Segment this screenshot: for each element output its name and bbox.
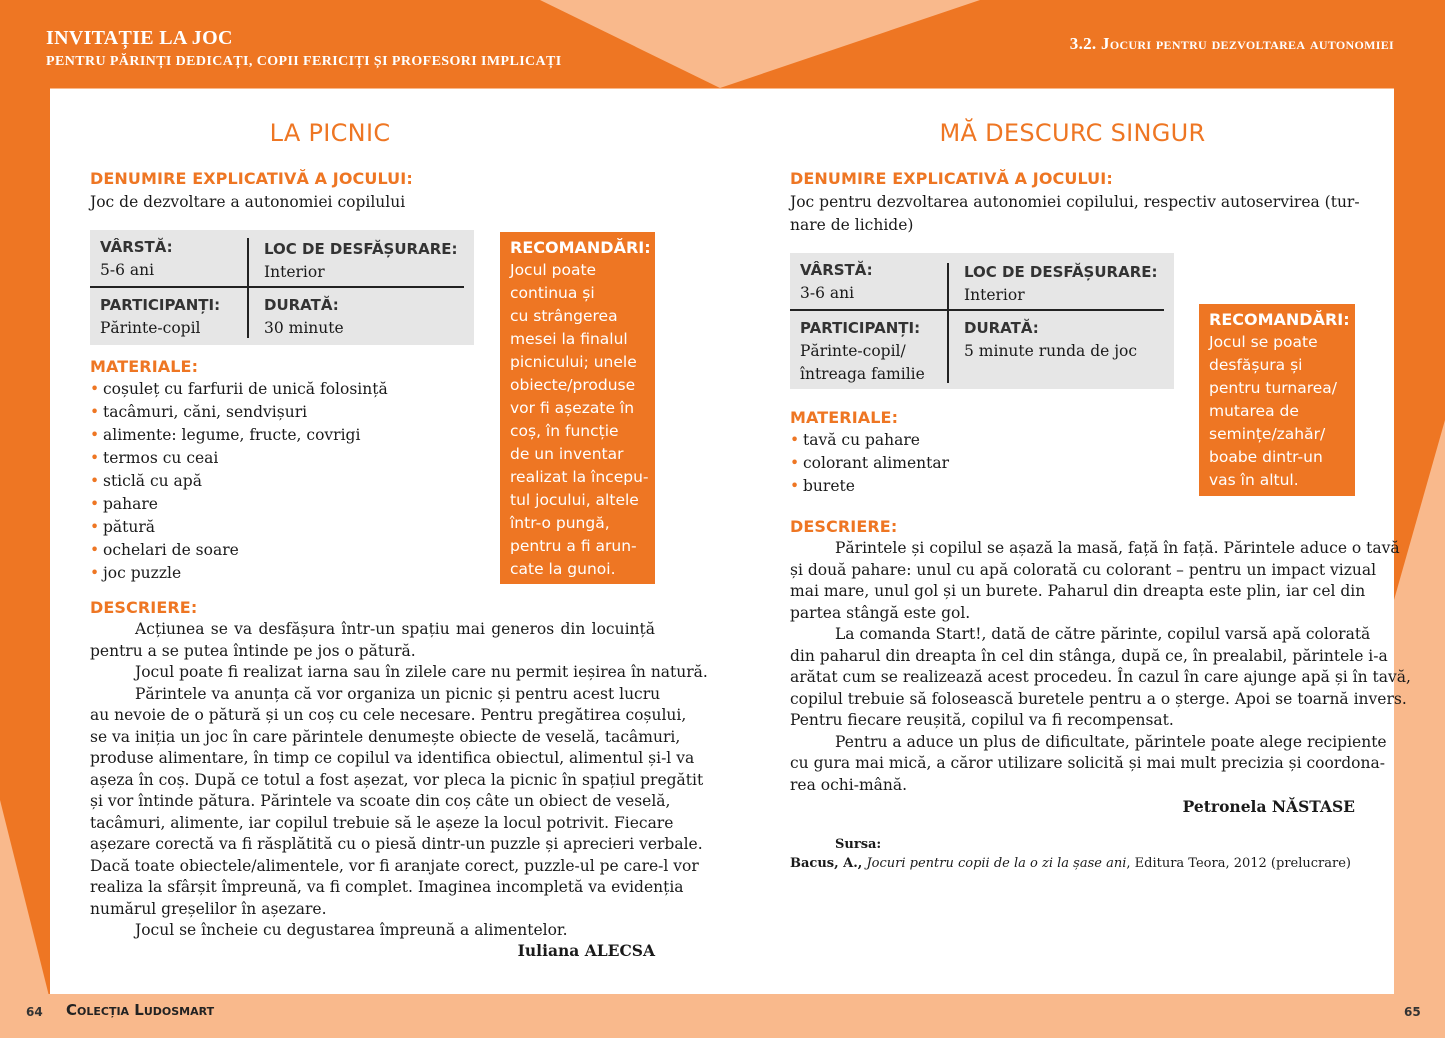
materiale-list-left xyxy=(90,378,390,585)
varsta-value: 5-6 ani xyxy=(100,261,155,279)
desc-line: așeza în coș. După ce totul a fost așezat, vor pleca la picnic în spațiul pregătit xyxy=(90,770,704,789)
durata-label: DURATĂ: xyxy=(264,296,339,314)
recomandari-box-left xyxy=(500,232,655,584)
recomandari-label-left: RECOMANDĂRI: xyxy=(510,238,651,257)
page-number-right: 65 xyxy=(1404,1005,1421,1019)
varsta-label: VÂRSTĂ: xyxy=(100,238,173,256)
list-item: • colorant alimentar xyxy=(790,452,1090,475)
descriere-text-right xyxy=(790,538,1411,796)
sursa-citation xyxy=(790,856,1351,871)
page-content xyxy=(50,89,1411,994)
rec-line: pentru turnarea/ xyxy=(1209,379,1338,397)
desc-line: Pentru fiecare reușită, copilul va fi recompensat. xyxy=(790,711,1174,729)
desc-line: La comanda Start!, dată de către părinte, copilul varsă apă colorată xyxy=(835,625,1371,643)
descriere-label-right: DESCRIERE: xyxy=(790,517,898,536)
participanti-label: PARTICIPANȚI: xyxy=(100,296,221,314)
list-item: • tavă cu pahare xyxy=(790,429,1090,452)
denumire-line: Joc pentru dezvoltarea autonomiei copilului, respectiv autoservirea (tur- xyxy=(790,193,1360,211)
recomandari-label-right: RECOMANDĂRI: xyxy=(1209,310,1350,329)
participanti-cell xyxy=(100,296,220,340)
game-title-left: LA PICNIC xyxy=(269,119,391,147)
list-item: • ochelari de soare xyxy=(90,539,390,562)
rec-line: tul jocului, altele xyxy=(510,491,639,509)
table-divider-horizontal xyxy=(790,309,1164,311)
denumire-label-left: DENUMIRE EXPLICATIVĂ A JOCULUI: xyxy=(90,169,413,188)
descriere-label-left: DESCRIERE: xyxy=(90,598,198,617)
rec-line: într-o pungă, xyxy=(510,514,610,532)
desc-line: și vor întinde pătura. Părintele va scoate din coș câte un obiect de veselă, xyxy=(90,792,671,810)
desc-line: se va iniția un joc în care părintele denumește obiecte de veselă, tacâmuri, xyxy=(90,727,681,746)
sursa-title: Jocuri pentru copii de la o zi la șase ani xyxy=(866,856,1127,871)
durata-value: 30 minute xyxy=(264,319,344,337)
rec-line: mesei la finalul xyxy=(510,330,628,348)
participanti-label: PARTICIPANȚI: xyxy=(800,319,921,337)
list-item: • pahare xyxy=(90,493,390,516)
sursa-rest: , Editura Teora, 2012 (prelucrare) xyxy=(1126,856,1351,871)
denumire-line: nare de lichide) xyxy=(790,215,914,234)
info-table-left xyxy=(90,230,474,345)
desc-line: produse alimentare, în timp ce copilul va identifica obiectul, alimentul și-l va xyxy=(90,749,695,767)
list-item: • joc puzzle xyxy=(90,562,390,585)
page-number-left: 64 xyxy=(26,1005,43,1019)
list-item: • pătură xyxy=(90,516,390,539)
participanti-value: Părinte-copil xyxy=(100,319,201,337)
rec-line: cate la gunoi. xyxy=(510,560,616,578)
desc-line: Jocul se încheie cu degustarea împreună a alimentelor. xyxy=(135,921,568,939)
descriere-text-left xyxy=(90,619,708,942)
desc-line: realiza la sfârșit împreună, va fi complet. Imaginea incompletă va evidenția xyxy=(90,878,684,896)
loc-value: Interior xyxy=(264,263,325,281)
recomandari-box-right xyxy=(1199,304,1355,496)
participanti-cell xyxy=(800,319,925,386)
author-left: Iuliana ALECSA xyxy=(517,941,655,960)
rec-line: vas în altul. xyxy=(1209,471,1299,489)
rec-line: picnicului; unele xyxy=(510,353,637,371)
table-divider-horizontal xyxy=(90,286,464,288)
book-subtitle: PENTRU PĂRINȚI DEDICAȚI, COPII FERICIȚI ȘI PROFESORI IMPLICAȚI xyxy=(46,54,562,69)
rec-line: cu strângerea xyxy=(510,307,618,325)
loc-cell xyxy=(264,240,458,284)
participanti-value-2: întreaga familie xyxy=(800,365,925,383)
loc-cell xyxy=(964,263,1158,307)
varsta-label: VÂRSTĂ: xyxy=(800,261,873,279)
varsta-value: 3-6 ani xyxy=(800,284,855,302)
info-table-right xyxy=(790,253,1174,389)
table-divider-vertical xyxy=(947,263,949,383)
materiale-label-left: MATERIALE: xyxy=(90,357,199,376)
varsta-cell xyxy=(800,261,873,305)
denumire-label-right: DENUMIRE EXPLICATIVĂ A JOCULUI: xyxy=(790,169,1113,188)
rec-line: Jocul se poate xyxy=(1209,333,1318,351)
durata-cell xyxy=(264,296,344,340)
varsta-cell xyxy=(100,238,173,282)
desc-line: rea ochi-mână. xyxy=(790,775,908,794)
participanti-value: Părinte-copil/ xyxy=(800,342,906,360)
author-right: Petronela NĂSTASE xyxy=(1182,797,1355,816)
desc-line: Dacă toate obiectele/alimentele, vor fi aranjate corect, puzzle-ul pe care-l vor xyxy=(90,856,699,875)
durata-value: 5 minute runda de joc xyxy=(964,342,1138,360)
denumire-text-right xyxy=(790,191,1360,236)
sursa-label: Sursa: xyxy=(835,837,882,852)
desc-line: Pentru a aduce un plus de dificultate, părintele poate alege recipiente xyxy=(835,732,1387,751)
chapter-title: 3.2. Jocuri pentru dezvoltarea autonomiei xyxy=(1069,34,1394,53)
desc-line: tacâmuri, alimente, iar copilul trebuie să le așeze la locul potrivit. Fiecare xyxy=(90,813,674,832)
desc-line: Părintele și copilul se așază la masă, față în față. Părintele aduce o tavă xyxy=(835,539,1400,557)
materiale-list-right xyxy=(790,429,1090,498)
list-item: • tacâmuri, căni, sendvișuri xyxy=(90,401,390,424)
desc-line: au nevoie de o pătură și un coș cu cele necesare. Pentru pregătirea coșului, xyxy=(90,706,687,724)
desc-line: pentru a se putea întinde pe jos o pătură. xyxy=(90,641,416,660)
durata-cell xyxy=(964,319,1137,363)
rec-line: boabe dintr-un xyxy=(1209,448,1323,466)
rec-line: mutarea de xyxy=(1209,402,1299,420)
desc-line: mai mare, unul gol și un burete. Paharul din dreapta este plin, iar cel din xyxy=(790,582,1366,600)
materiale-label-right: MATERIALE: xyxy=(790,408,899,427)
desc-line: partea stângă este gol. xyxy=(790,603,971,622)
list-item: • termos cu ceai xyxy=(90,447,390,470)
desc-line: copilul trebuie să folosească buretele pentru a o șterge. Apoi se toarnă invers. xyxy=(790,689,1407,708)
sursa-author: Bacus, A., xyxy=(790,856,863,871)
desc-line: Acțiunea se va desfășura într-un spațiu mai generos din locuință xyxy=(135,620,655,638)
book-title: INVITAȚIE LA JOC xyxy=(46,27,233,49)
header-left xyxy=(46,27,562,70)
rec-line: desfășura și xyxy=(1209,356,1303,374)
durata-label: DURATĂ: xyxy=(964,319,1039,337)
rec-line: continua și xyxy=(510,284,595,302)
loc-label: LOC DE DESFĂȘURARE: xyxy=(264,240,458,258)
desc-line: Jocul poate fi realizat iarna sau în zilele care nu permit ieșirea în natură. xyxy=(135,663,708,681)
list-item: • burete xyxy=(790,475,1090,498)
denumire-text-left: Joc de dezvoltare a autonomiei copilului xyxy=(90,193,406,211)
desc-line: din paharul din dreapta în cel din stânga, după ce, în prealabil, părintele i-a xyxy=(790,646,1388,665)
game-title-right: MĂ DESCURC SINGUR xyxy=(939,119,1206,147)
list-item: • alimente: legume, fructe, covrigi xyxy=(90,424,390,447)
rec-line: vor fi așezate în xyxy=(510,399,635,417)
collection-name: Colecția Ludosmart xyxy=(66,1001,215,1019)
desc-line: așezare corectă va fi răsplătită cu o piesă dintr-un puzzle și aprecieri verbale. xyxy=(90,835,703,853)
list-item: • sticlă cu apă xyxy=(90,470,390,493)
loc-value: Interior xyxy=(964,286,1025,304)
desc-line: arătat cum se realizează acest procedeu. În cazul în care ajunge apă și în tavă, xyxy=(790,668,1411,686)
rec-line: obiecte/produse xyxy=(510,376,636,394)
rec-line: Jocul poate xyxy=(510,261,597,279)
rec-line: pentru a fi arun- xyxy=(510,537,637,555)
rec-line: coș, în funcție xyxy=(510,422,619,440)
desc-line: cu gura mai mică, a căror utilizare solicită și mai mult precizia și coordona- xyxy=(790,754,1385,772)
table-divider-vertical xyxy=(247,238,249,338)
list-item: • coșuleț cu farfurii de unică folosință xyxy=(90,378,390,401)
desc-line: numărul greșelilor în așezare. xyxy=(90,899,327,918)
desc-line: Părintele va anunța că vor organiza un picnic și pentru acest lucru xyxy=(135,684,661,703)
rec-line: realizat la începu- xyxy=(510,468,649,486)
desc-line: și două pahare: unul cu apă colorată cu colorant – pentru un impact vizual xyxy=(790,560,1377,579)
loc-label: LOC DE DESFĂȘURARE: xyxy=(964,263,1158,281)
rec-line: semințe/zahăr/ xyxy=(1209,425,1326,443)
rec-line: de un inventar xyxy=(510,445,624,463)
